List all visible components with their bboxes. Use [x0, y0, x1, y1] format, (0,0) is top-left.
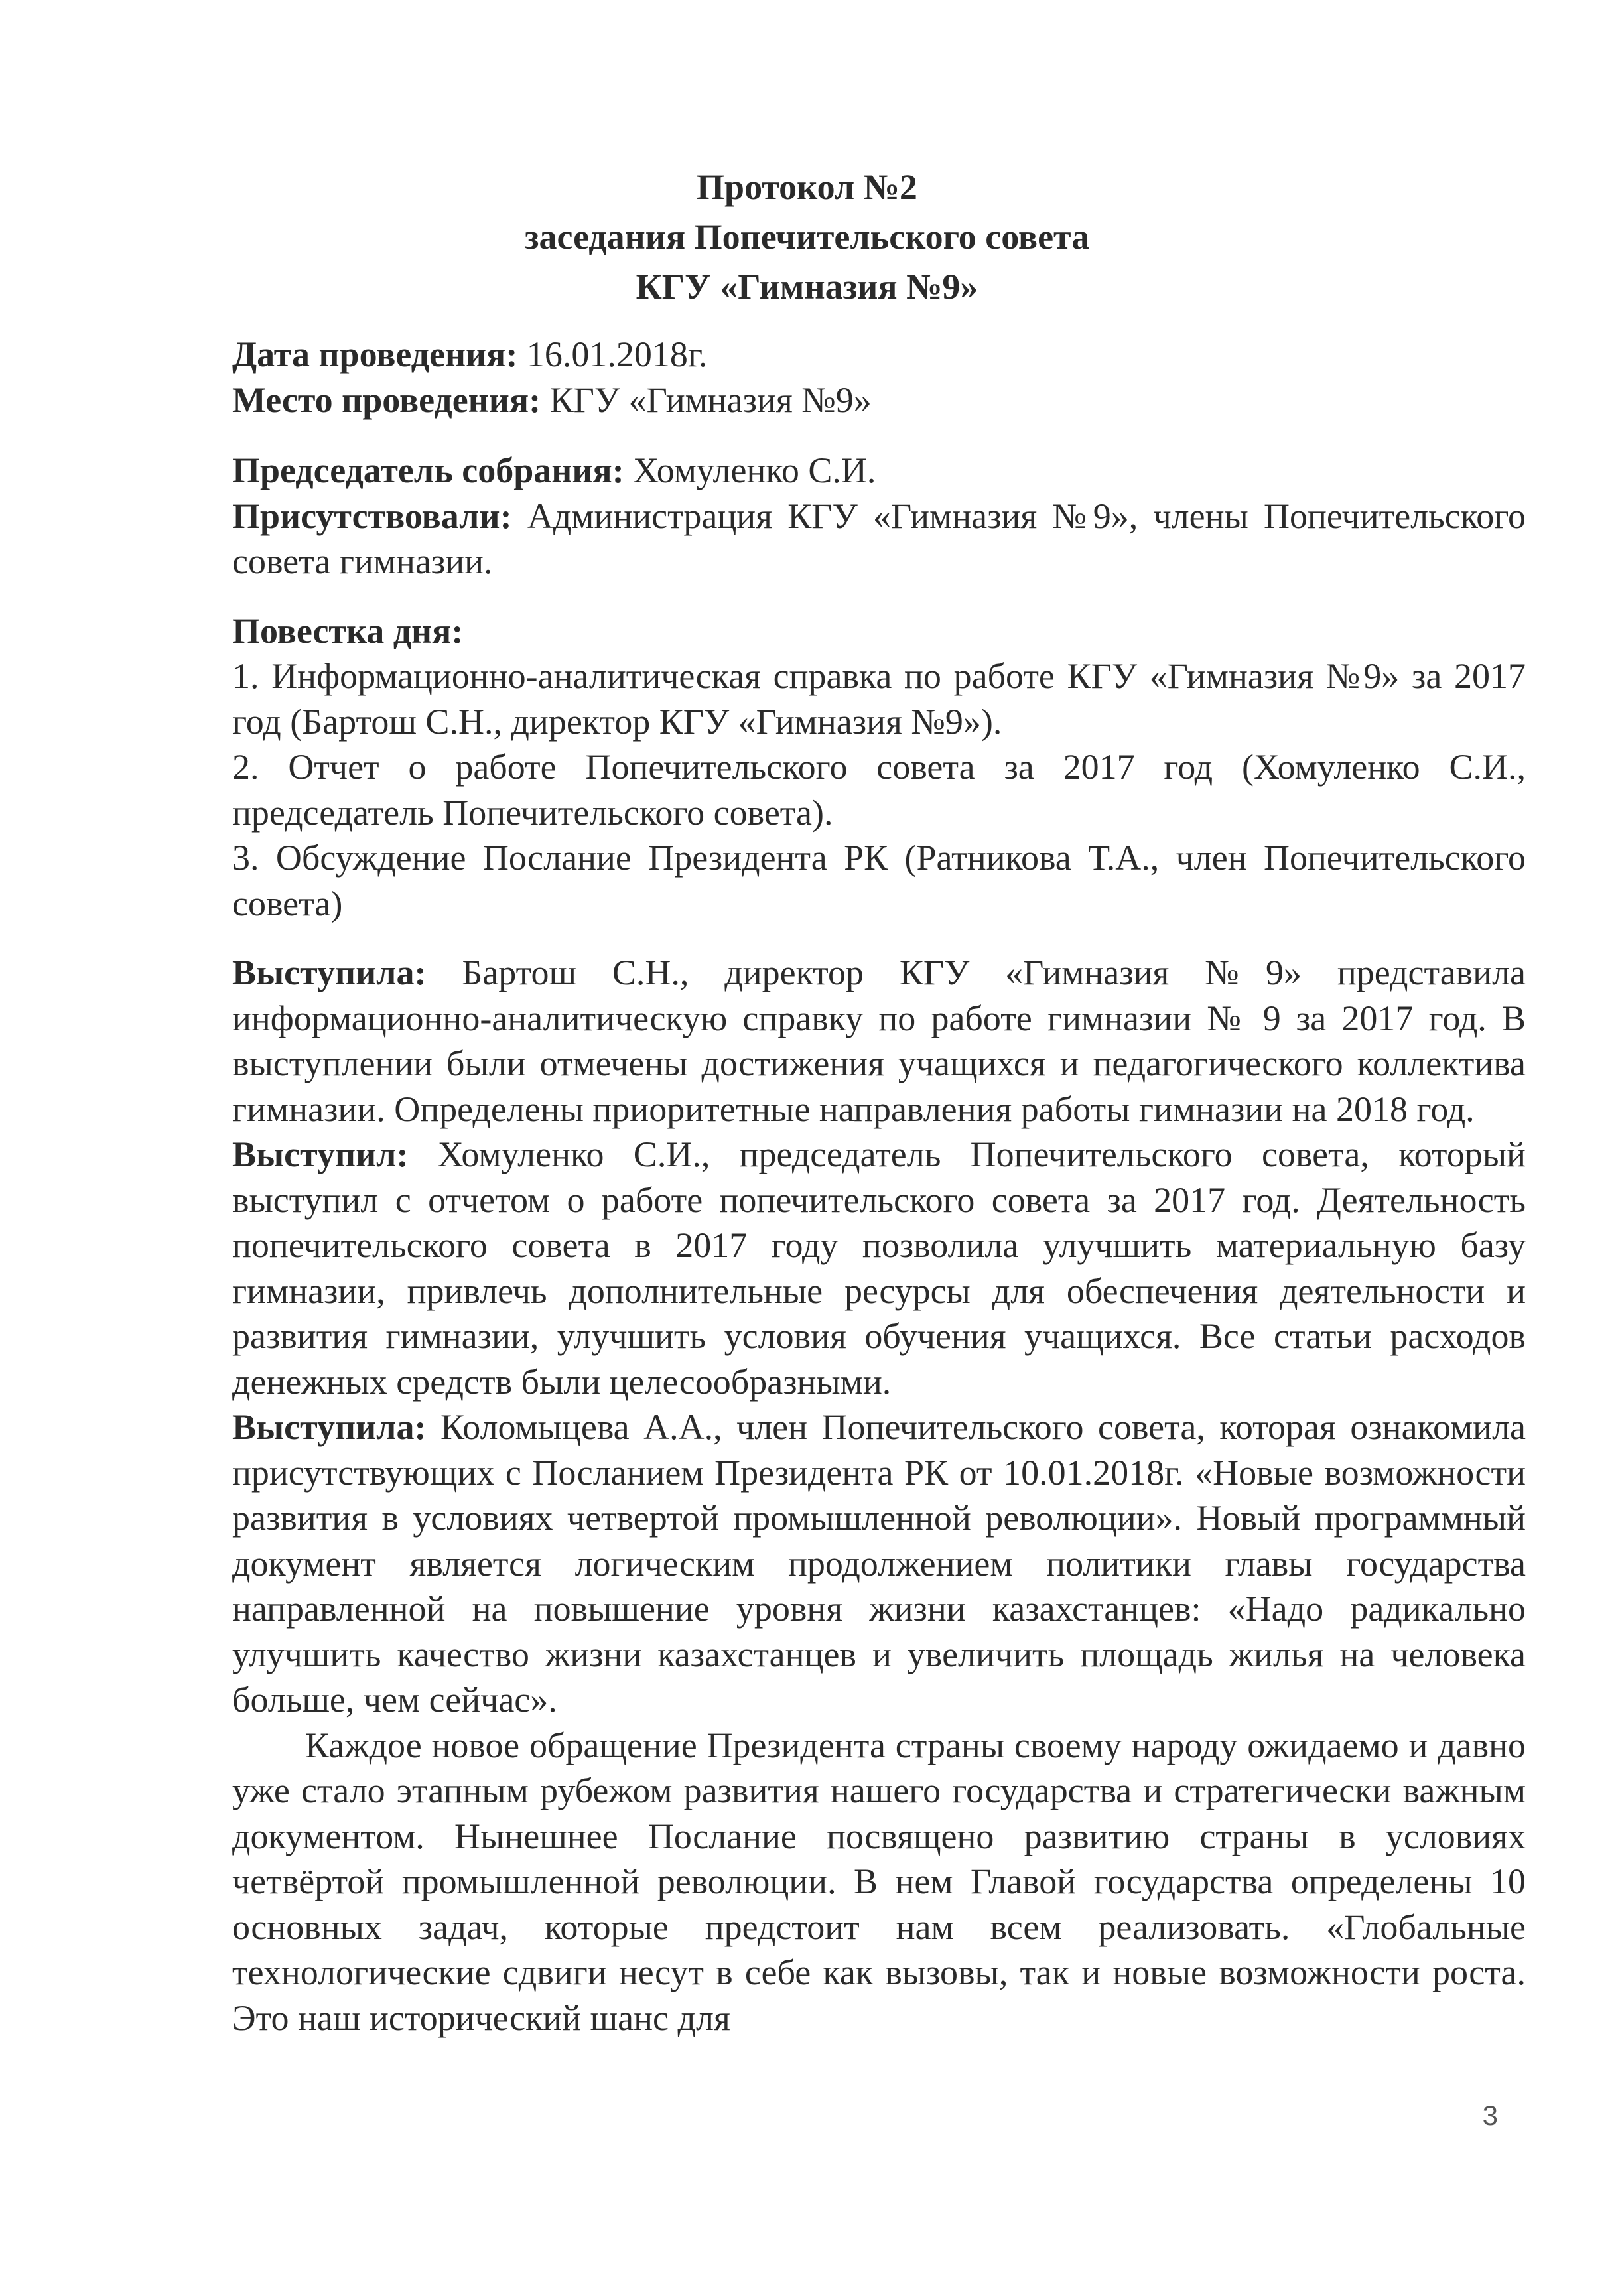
chair-label: Председатель собрания:	[232, 450, 624, 490]
speech-2	[232, 1132, 1526, 1404]
agenda-item-1: 1. Информационно-аналитическая справка по работе КГУ «Гимназия №9» за 2017 год (Бартош С.Н., директор КГУ «Гимназия №9»).	[232, 656, 1526, 742]
speech-1-label: Выступила:	[232, 953, 427, 992]
speech-3-text: Коломыцева А.А., член Попечительского совета, которая ознакомила присутствующих с Посланием Президента РК от 10.01.2018г. «Новые возможности развития в условиях четвертой промышленной революции». Новый программный документ является логическим продолжением политики главы государства направленной на повышение уровня жизни казахстанцев: «Надо радикально улучшить качество жизни казахстанцев и увеличить площадь жилья на человека больше, чем сейчас».	[232, 1407, 1526, 1720]
chair-value: Хомуленко С.И.	[624, 450, 876, 490]
date-line	[232, 332, 1526, 377]
protocol-title: Протокол №2	[697, 167, 917, 207]
speech-3-label: Выступила:	[232, 1407, 427, 1447]
closing-paragraph: Каждое новое обращение Президента страны своему народу ожидаемо и давно уже стало этапным рубежом развития нашего государства и стратегически важным документом. Нынешнее Послание посвящено развитию страны в условиях четвёртой промышленной революции. В нем Главой государства определены 10 основных задач, которые предстоит нам всем реализовать. «Глобальные технологические сдвиги несут в себе как вызовы, так и новые возможности роста. Это наш исторический шанс для	[232, 1725, 1526, 2038]
place-line	[232, 377, 1526, 423]
speech-3	[232, 1404, 1526, 1723]
agenda-item-3: 3. Обсуждение Послание Президента РК (Ратникова Т.А., член Попечительского совета)	[232, 838, 1526, 923]
document-body	[232, 332, 1526, 2041]
chair-line	[232, 448, 1526, 494]
present-value: Администрация КГУ «Гимназия №9», члены Попечительского совета гимназии.	[232, 496, 1526, 581]
speech-2-text: Хомуленко С.И., председатель Попечительского совета, который выступил с отчетом о работе попечительского совета за 2017 год. Деятельность попечительского совета в 2017 году позволила улучшить материальную базу гимназии, привлечь дополнительные ресурсы для обеспечения деятельности и развития гимназии, улучшить условия обучения учащихся. Все статьи расходов денежных средств были целесообразными.	[232, 1134, 1526, 1402]
place-label: Место проведения:	[232, 379, 541, 420]
agenda-item-2: 2. Отчет о работе Попечительского совета за 2017 год (Хомуленко С.И., председатель Попечительского совета).	[232, 747, 1526, 833]
present-line	[232, 494, 1526, 584]
organization-name: КГУ «Гимназия №9»	[636, 267, 978, 306]
speech-2-label: Выступил:	[232, 1134, 409, 1174]
agenda-title: Повестка дня:	[232, 610, 464, 651]
document-header	[0, 163, 1614, 312]
place-value: КГУ «Гимназия №9»	[541, 379, 872, 420]
speech-1-text: Бартош С.Н., директор КГУ «Гимназия №9» представила информационно-аналитическую справку по работе гимназии № 9 за 2017 год. В выступлении были отмечены достижения учащихся и педагогического коллектива гимназии. Определены приоритетные направления работы гимназии на 2018 год.	[232, 953, 1526, 1129]
present-label: Присутствовали:	[232, 496, 512, 536]
date-label: Дата проведения:	[232, 334, 518, 374]
protocol-subtitle: заседания Попечительского совета	[524, 217, 1090, 257]
speech-1	[232, 950, 1526, 1132]
page-number: 3	[1482, 2100, 1498, 2131]
date-value: 16.01.2018г.	[517, 334, 708, 374]
